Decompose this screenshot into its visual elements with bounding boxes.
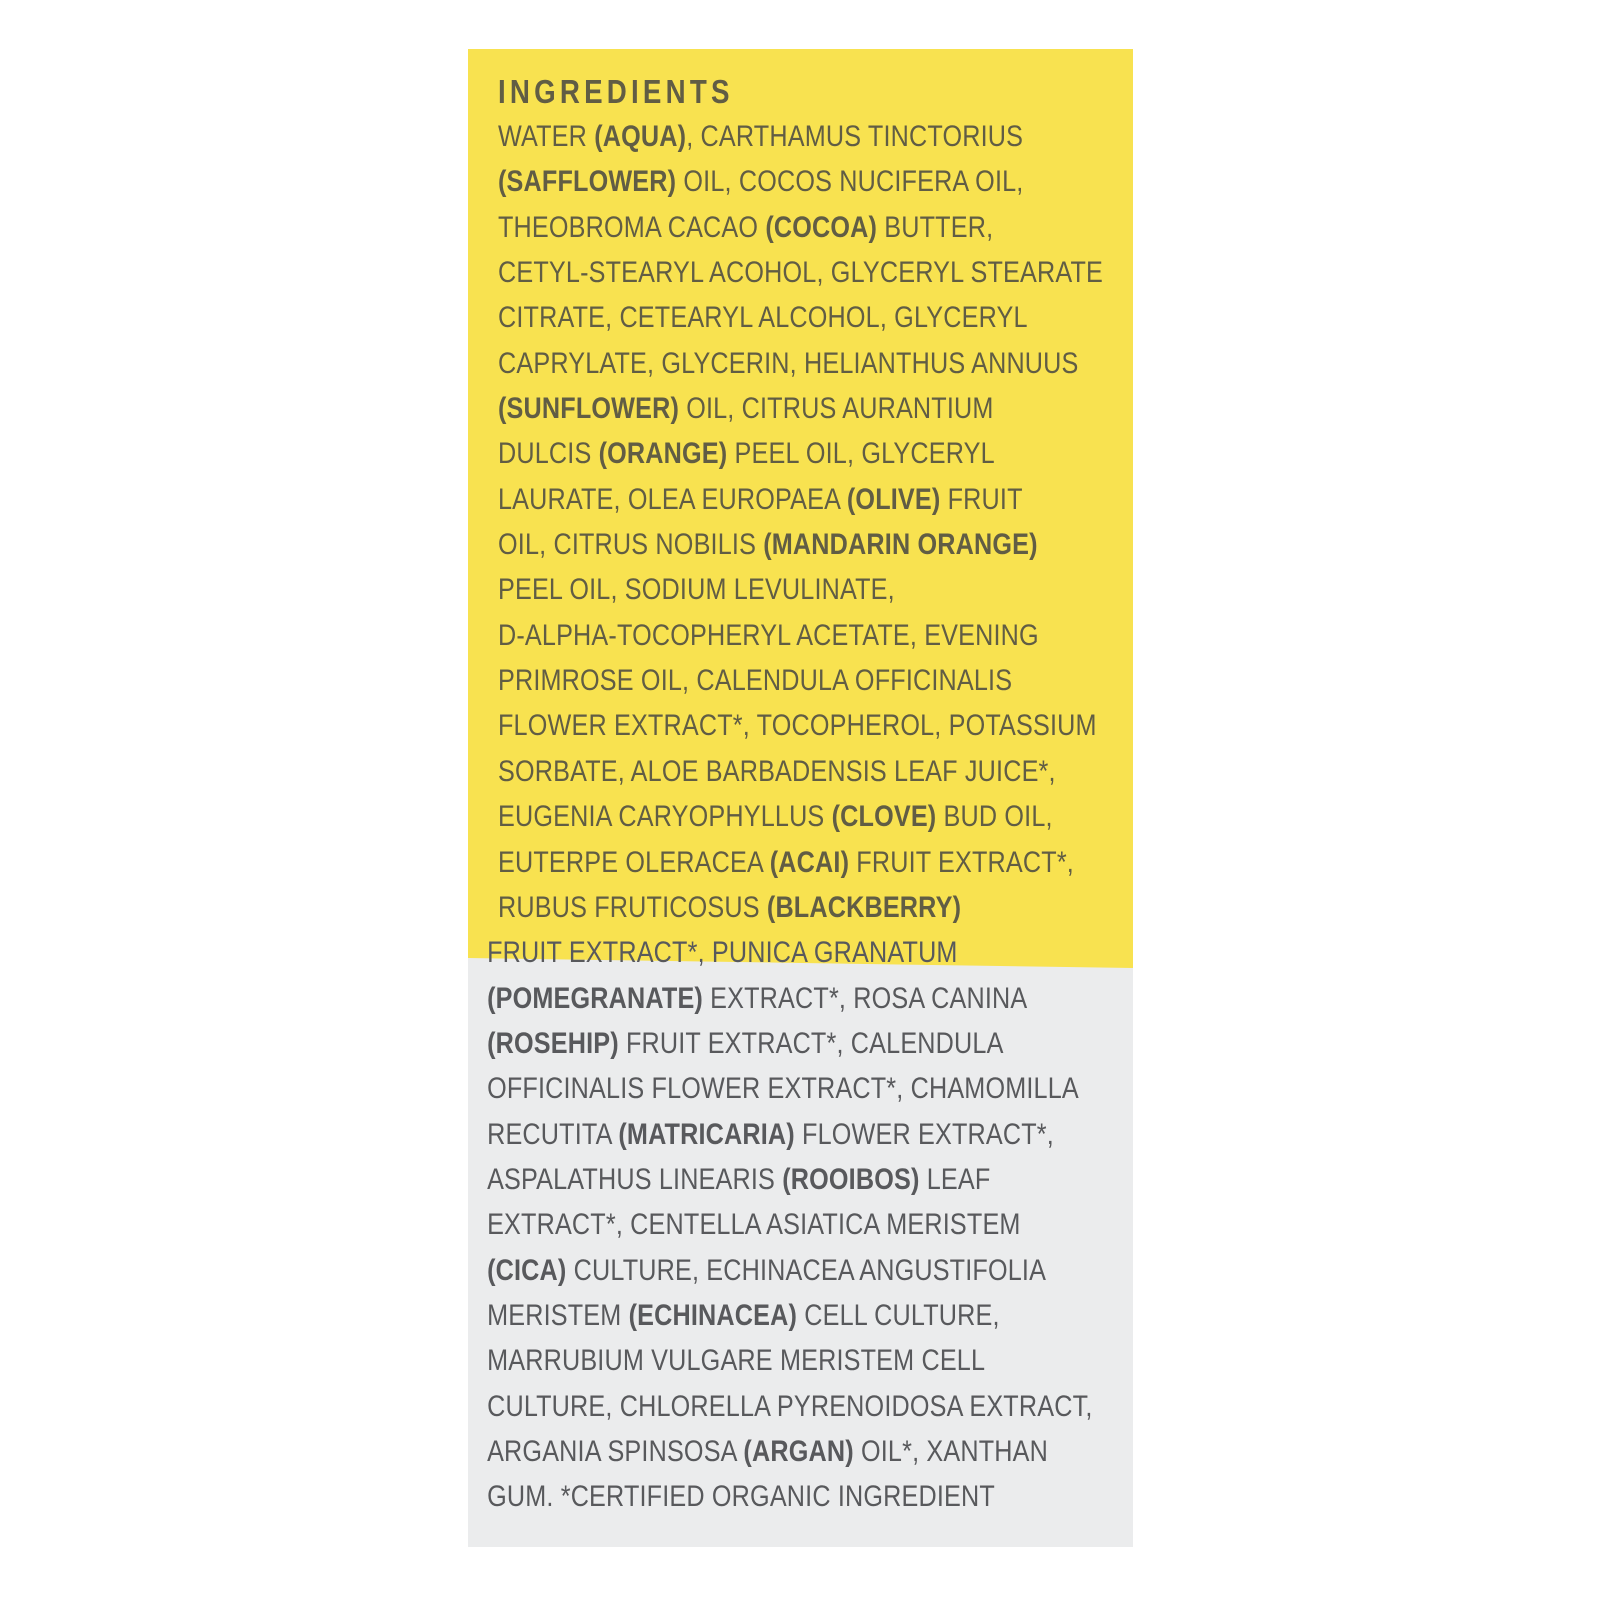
ingredient-common-name: (ROOIBOS) [782, 1162, 920, 1196]
ingredient-segment: OIL, COCOS NUCIFERA OIL, [676, 165, 1024, 199]
ingredient-segment: WATER [498, 120, 595, 153]
ingredient-line [498, 522, 1103, 567]
ingredient-common-name: (ARGAN) [743, 1434, 854, 1468]
ingredient-common-name: (ECHINACEA) [628, 1298, 798, 1332]
ingredient-line [487, 1112, 1103, 1157]
ingredient-segment: THEOBROMA CACAO [498, 210, 766, 244]
ingredient-segment: CITRATE, CETEARYL ALCOHOL, GLYCERYL [498, 301, 1028, 335]
ingredient-segment: RECUTITA [487, 1117, 619, 1151]
ingredient-segment: OIL, CITRUS AURANTIUM [679, 392, 994, 426]
ingredient-line [498, 885, 1103, 930]
ingredient-common-name: (OLIVE) [846, 482, 941, 516]
ingredient-common-name: (BLACKBERRY) [766, 890, 962, 924]
ingredient-segment: SORBATE, ALOE BARBADENSIS LEAF JUICE*, [498, 754, 1056, 788]
ingredient-segment: OIL*, XANTHAN [853, 1434, 1049, 1468]
ingredient-line [498, 840, 1103, 885]
ingredient-segment: CULTURE, CHLORELLA PYRENOIDOSA EXTRACT, [487, 1389, 1093, 1423]
ingredient-segment: FRUIT [940, 482, 1023, 516]
ingredient-line [498, 341, 1103, 386]
ingredient-line [487, 1338, 1103, 1383]
ingredient-line [498, 205, 1103, 250]
ingredient-line [498, 703, 1103, 748]
ingredient-common-name: (CICA) [487, 1253, 567, 1287]
ingredient-line [498, 658, 1103, 703]
ingredient-segment: ASPALATHUS LINEARIS [487, 1162, 783, 1196]
ingredient-common-name: (SAFFLOWER) [498, 165, 677, 199]
ingredient-segment: PEEL OIL, SODIUM LEVULINATE, [498, 573, 895, 607]
ingredient-line [487, 1021, 1103, 1066]
ingredient-segment: CETYL-STEARYL ACOHOL, GLYCERYL STEARATE [498, 256, 1104, 290]
ingredient-segment: FRUIT EXTRACT*, [849, 845, 1074, 879]
ingredient-line [487, 1066, 1103, 1111]
ingredient-segment: FRUIT EXTRACT*, PUNICA GRANATUM [487, 936, 958, 970]
ingredient-line [498, 250, 1103, 295]
ingredient-line [487, 1202, 1103, 1247]
ingredient-segment: OFFICINALIS FLOWER EXTRACT*, CHAMOMILLA [487, 1072, 1079, 1106]
ingredient-line [487, 1474, 1103, 1519]
ingredient-common-name: (ACAI) [769, 845, 850, 879]
ingredient-line [487, 1429, 1103, 1474]
ingredients-text [487, 114, 1104, 1520]
ingredient-common-name: (AQUA) [594, 120, 687, 153]
ingredient-segment: DULCIS [498, 437, 599, 471]
ingredient-line [498, 794, 1103, 839]
ingredient-common-name: (SUNFLOWER) [498, 392, 680, 426]
ingredient-line [498, 613, 1103, 658]
ingredient-segment: OIL, CITRUS NOBILIS [498, 528, 764, 562]
ingredient-line [498, 386, 1103, 431]
ingredient-segment: BUTTER, [877, 210, 994, 244]
ingredient-segment: PRIMROSE OIL, CALENDULA OFFICINALIS [498, 664, 1013, 698]
ingredient-common-name: (MATRICARIA) [618, 1117, 795, 1151]
ingredient-segment: FLOWER EXTRACT*, [794, 1117, 1054, 1151]
ingredient-common-name: (MANDARIN ORANGE) [763, 528, 1038, 562]
ingredient-line [498, 477, 1103, 522]
ingredient-segment: CAPRYLATE, GLYCERIN, HELIANTHUS ANNUUS [498, 346, 1079, 380]
ingredient-common-name: (ORANGE) [598, 437, 728, 471]
ingredient-segment: FRUIT EXTRACT*, CALENDULA [618, 1026, 1004, 1060]
ingredient-segment: EXTRACT*, CENTELLA ASIATICA MERISTEM [487, 1208, 1021, 1242]
ingredient-segment: LAURATE, OLEA EUROPAEA [498, 482, 847, 516]
ingredient-common-name: (CLOVE) [831, 800, 937, 834]
ingredient-segment: FLOWER EXTRACT*, TOCOPHEROL, POTASSIUM [498, 709, 1097, 743]
ingredient-line [498, 749, 1103, 794]
ingredient-segment: LEAF [919, 1162, 991, 1196]
ingredient-line [487, 1293, 1103, 1338]
ingredient-segment: GUM. *CERTIFIED ORGANIC INGREDIENT [487, 1480, 995, 1514]
ingredient-segment: BUD OIL, [936, 800, 1053, 834]
ingredient-line [498, 114, 1103, 159]
ingredient-segment: , CARTHAMUS TINCTORIUS [686, 120, 1024, 153]
ingredient-segment: EXTRACT*, ROSA CANINA [702, 981, 1028, 1015]
ingredients-label-panel [468, 49, 1133, 1547]
ingredient-segment: MERISTEM [487, 1298, 629, 1332]
ingredient-line [487, 1384, 1103, 1429]
ingredient-segment: EUGENIA CARYOPHYLLUS [498, 800, 832, 834]
ingredient-line [487, 1248, 1103, 1293]
ingredient-common-name: (COCOA) [765, 210, 878, 244]
ingredient-line [487, 976, 1103, 1021]
ingredient-segment: PEEL OIL, GLYCERYL [727, 437, 995, 471]
ingredient-line [487, 930, 1103, 975]
ingredient-segment: EUTERPE OLERACEA [498, 845, 770, 879]
ingredient-common-name: (POMEGRANATE) [487, 981, 703, 1015]
ingredient-line [498, 431, 1103, 476]
ingredient-segment: RUBUS FRUTICOSUS [498, 890, 767, 924]
ingredients-title: INGREDIENTS [498, 73, 734, 110]
ingredient-line [487, 1157, 1103, 1202]
ingredient-segment: CULTURE, ECHINACEA ANGUSTIFOLIA [566, 1253, 1047, 1287]
ingredient-segment: D-ALPHA-TOCOPHERYL ACETATE, EVENING [498, 618, 1039, 652]
ingredient-common-name: (ROSEHIP) [487, 1026, 619, 1060]
ingredient-segment: CELL CULTURE, [797, 1298, 1000, 1332]
ingredient-segment: MARRUBIUM VULGARE MERISTEM CELL [487, 1344, 986, 1378]
ingredient-line [498, 295, 1103, 340]
ingredient-segment: ARGANIA SPINSOSA [487, 1434, 744, 1468]
ingredient-line [498, 159, 1103, 204]
ingredient-line [498, 567, 1103, 612]
